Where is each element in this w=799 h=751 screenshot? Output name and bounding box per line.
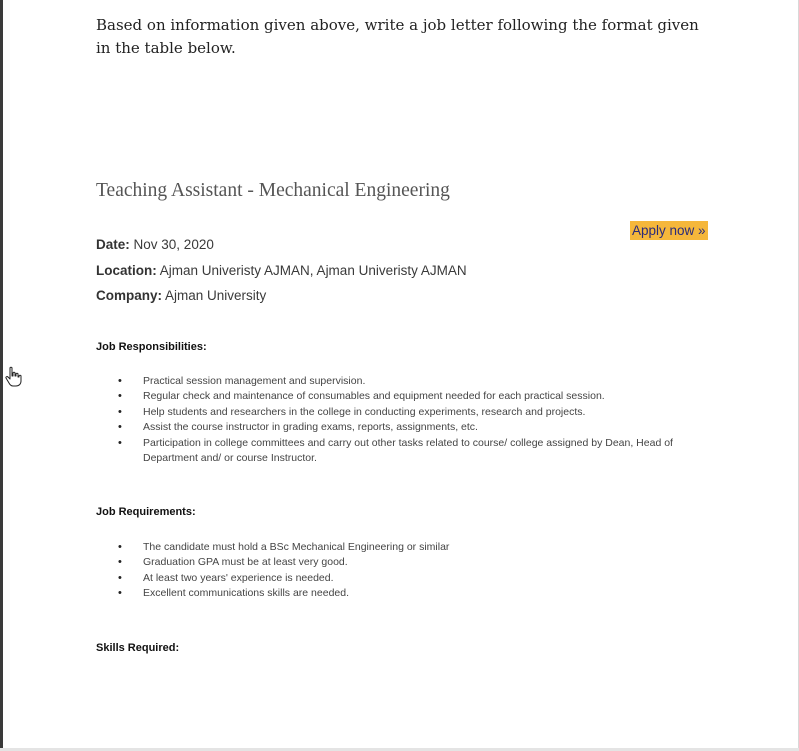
hand-pointer-icon <box>4 366 24 388</box>
apply-now-button[interactable]: Apply now » <box>632 223 706 238</box>
company-value: Ajman University <box>165 288 267 303</box>
list-item: • Excellent communications skills are needed. <box>118 586 718 601</box>
list-item: • Regular check and maintenance of consumables and equipment needed for each practical session. <box>118 389 718 404</box>
location-label: Location: <box>96 263 157 278</box>
date-value: Nov 30, 2020 <box>133 237 214 252</box>
list-item: • Graduation GPA must be at least very good. <box>118 555 718 570</box>
window-left-border <box>0 0 3 751</box>
list-item: • Help students and researchers in the college in conducting experiments, research and projects. <box>118 405 718 420</box>
location-value: Ajman Univeristy AJMAN, Ajman Univeristy AJMAN <box>159 263 467 278</box>
list-item: • The candidate must hold a BSc Mechanical Engineering or similar <box>118 540 718 555</box>
responsibilities-heading: Job Responsibilities: <box>96 341 207 353</box>
job-company <box>96 288 266 303</box>
company-label: Company: <box>96 288 163 303</box>
date-label: Date: <box>96 237 130 252</box>
list-item: • Participation in college committees and carry out other tasks related to course/ college assigned by Dean, Head of Department and/ or course Instructor. <box>118 436 718 467</box>
instruction-text: Based on information given above, write a job letter following the format given in the table below. <box>96 16 699 57</box>
list-item: • Practical session management and supervision. <box>118 374 718 389</box>
list-item: • Assist the course instructor in grading exams, reports, assignments, etc. <box>118 420 718 435</box>
skills-heading: Skills Required: <box>96 642 180 654</box>
job-date <box>96 237 214 252</box>
job-location <box>96 263 467 278</box>
job-title: Teaching Assistant - Mechanical Engineering <box>96 180 450 201</box>
responsibilities-list <box>118 374 718 466</box>
list-item: • At least two years' experience is needed. <box>118 571 718 586</box>
requirements-heading: Job Requirements: <box>96 506 196 518</box>
requirements-list <box>118 540 718 602</box>
